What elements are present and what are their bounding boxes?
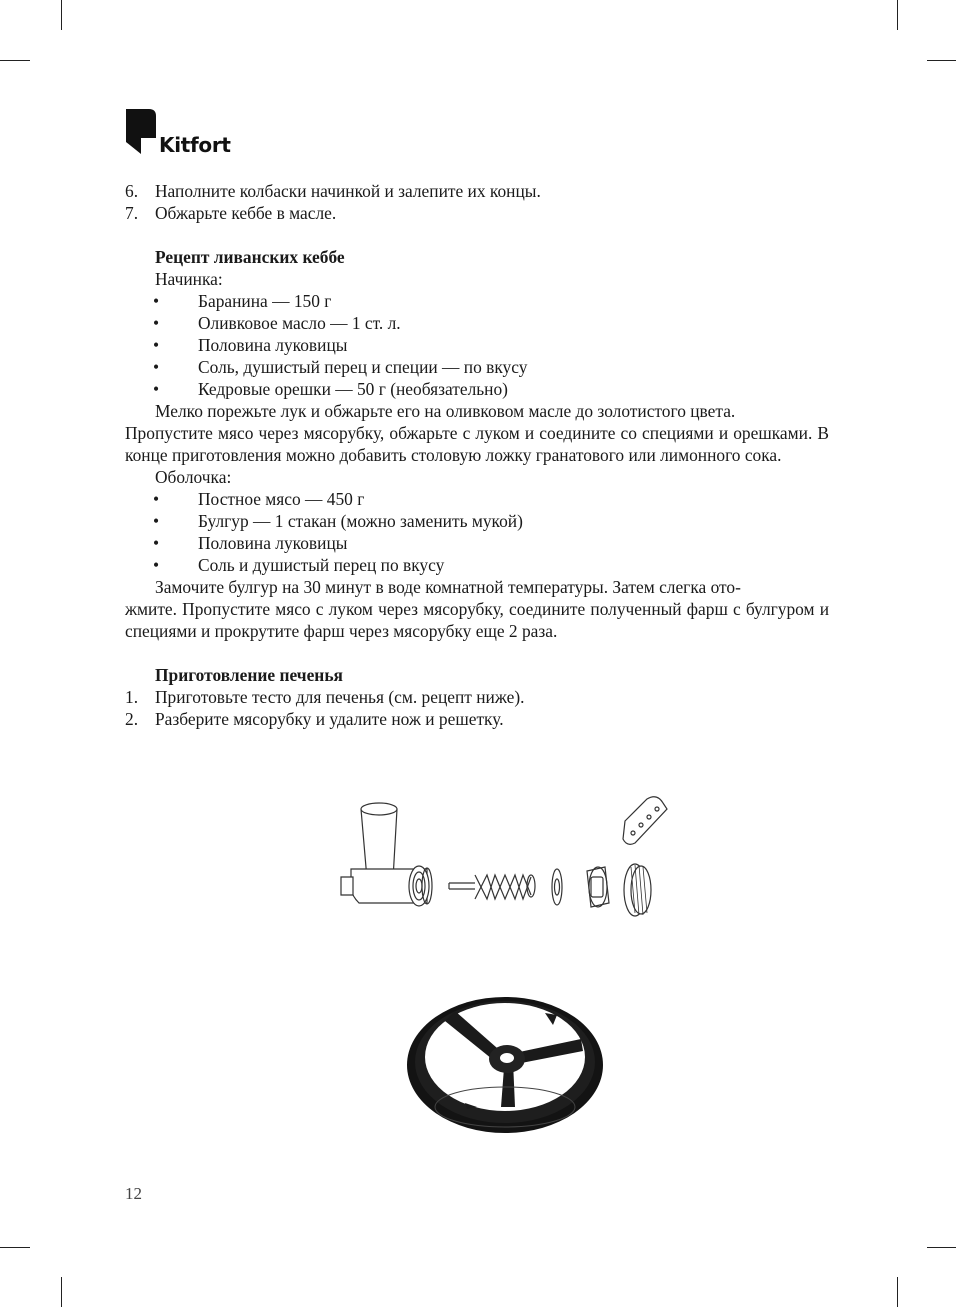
brand-mark-icon: [125, 108, 157, 156]
crop-mark: [0, 1247, 30, 1248]
step-number: 7.: [125, 203, 139, 223]
crop-mark: [927, 1247, 956, 1248]
page-number: 12: [125, 1184, 142, 1203]
list-item: • Соль и душистый перец по вкусу: [153, 555, 445, 575]
step-number: 6.: [125, 181, 139, 201]
crop-mark: [0, 60, 30, 61]
crop-mark: [61, 0, 62, 30]
crop-mark: [897, 0, 898, 30]
crop-mark: [61, 1277, 62, 1307]
step-text: Наполните колбаски начинкой и залепите их концы.: [155, 181, 541, 201]
step-number: 2.: [125, 709, 139, 729]
list-item: • Булгур — 1 стакан (можно заменить мукой): [153, 511, 523, 531]
meat-grinder-exploded-diagram: [335, 795, 675, 925]
list-item: • Оливковое масло — 1 ст. л.: [153, 313, 401, 333]
list-item: [125, 180, 829, 202]
shell-instructions-cont: жмите. Пропустите мясо с луком через мясорубку, соедините полученный фарш с булгуром и специями и прокрутите фарш через мясорубку еще 2 раза.: [125, 599, 829, 641]
list-item: • Баранина — 150 г: [153, 291, 332, 311]
list-item: [125, 708, 829, 730]
filling-instructions: Мелко порежьте лук и обжарьте его на оливковом масле до золотистого цвета.: [155, 401, 736, 421]
list-item: • Кедровые орешки — 50 г (необязательно): [153, 379, 508, 399]
filling-label: Начинка:: [155, 269, 223, 289]
crop-mark: [927, 60, 956, 61]
shell-label: Оболочка:: [155, 467, 232, 487]
step-text: Обжарьте кеббе в масле.: [155, 203, 337, 223]
crop-mark: [897, 1277, 898, 1307]
page-content: [125, 180, 829, 730]
brand-name: Kitfort: [159, 133, 231, 157]
cookies-title: Приготовление печенья: [155, 665, 343, 685]
step-text: Разберите мясорубку и удалите нож и решетку.: [155, 709, 504, 729]
list-item: • Половина луковицы: [153, 533, 348, 553]
list-item: [125, 202, 829, 224]
step-text: Приготовьте тесто для печенья (см. рецепт ниже).: [155, 687, 525, 707]
brand-logo: [125, 108, 231, 156]
list-item: • Соль, душистый перец и специи — по вкусу: [153, 357, 528, 377]
filling-instructions-cont: Пропустите мясо через мясорубку, обжарьте с луком и соедините со специями и орешками. В конце приготовления можно добавить столовую ложку гранатового или лимонного сока.: [125, 423, 829, 465]
step-number: 1.: [125, 687, 139, 707]
cookie-attachment-disc: [405, 985, 605, 1135]
list-item: [125, 686, 829, 708]
recipe-title: Рецепт ливанских кеббе: [155, 247, 345, 267]
list-item: • Половина луковицы: [153, 335, 348, 355]
shell-instructions: Замочите булгур на 30 минут в воде комнатной температуры. Затем слегка ото-: [155, 577, 741, 597]
list-item: • Постное мясо — 450 г: [153, 489, 365, 509]
